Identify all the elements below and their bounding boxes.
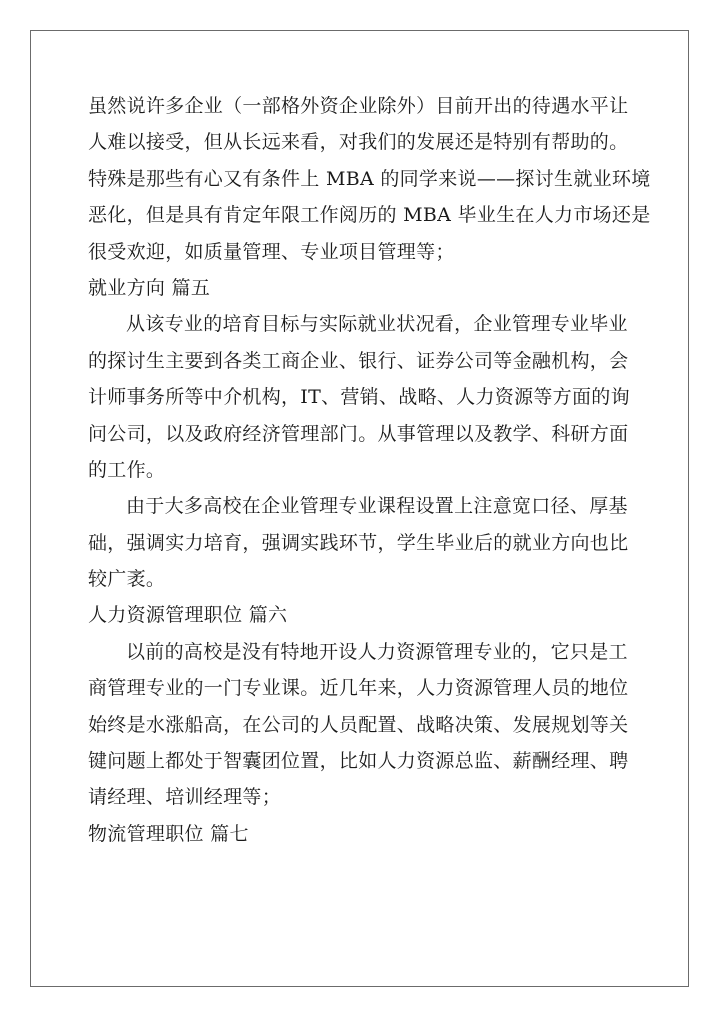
section-heading-6: 人力资源管理职位 篇六 — [88, 604, 288, 627]
section-heading-5: 就业方向 篇五 — [88, 276, 211, 299]
paragraph-line: 人难以接受，但从长远来看，对我们的发展还是特别有帮助的。 — [88, 131, 629, 154]
paragraph-line: 从该专业的培育目标与实际就业状况看，企业管理专业毕业 — [126, 313, 628, 336]
section-heading-7: 物流管理职位 篇七 — [88, 822, 249, 845]
paragraph-line: 特殊是那些有心又有条件上 MBA 的同学来说——探讨生就业环境 — [88, 167, 651, 190]
paragraph-line: 的工作。 — [88, 458, 166, 481]
paragraph-line: 商管理专业的一门专业课。近几年来，人力资源管理人员的地位 — [88, 677, 629, 700]
paragraph-line: 础，强调实力培育，强调实践环节，学生毕业后的就业方向也比 — [88, 531, 629, 554]
paragraph-line: 问公司，以及政府经济管理部门。从事管理以及教学、科研方面 — [88, 422, 629, 445]
paragraph-line: 键问题上都处于智囊团位置，比如人力资源总监、薪酬经理、聘 — [88, 750, 629, 773]
paragraph-line: 计师事务所等中介机构，IT、营销、战略、人力资源等方面的询 — [88, 386, 630, 409]
paragraph-line: 请经理、培训经理等； — [88, 786, 282, 809]
paragraph-line: 由于大多高校在企业管理专业课程设置上注意宽口径、厚基 — [126, 495, 628, 518]
paragraph-line: 以前的高校是没有特地开设人力资源管理专业的，它只是工 — [126, 640, 628, 663]
paragraph-line: 的探讨生主要到各类工商企业、银行、证券公司等金融机构，会 — [88, 349, 629, 372]
paragraph-line: 恶化，但是具有肯定年限工作阅历的 MBA 毕业生在人力市场还是 — [88, 204, 651, 227]
document-body — [88, 88, 651, 852]
paragraph-line: 很受欢迎，如质量管理、专业项目管理等； — [88, 240, 455, 263]
paragraph-line: 虽然说许多企业（一部格外资企业除外）目前开出的待遇水平让 — [88, 95, 629, 117]
paragraph-line: 始终是水涨船高，在公司的人员配置、战略决策、发展规划等关 — [88, 713, 629, 736]
paragraph-line: 较广袤。 — [88, 568, 166, 591]
